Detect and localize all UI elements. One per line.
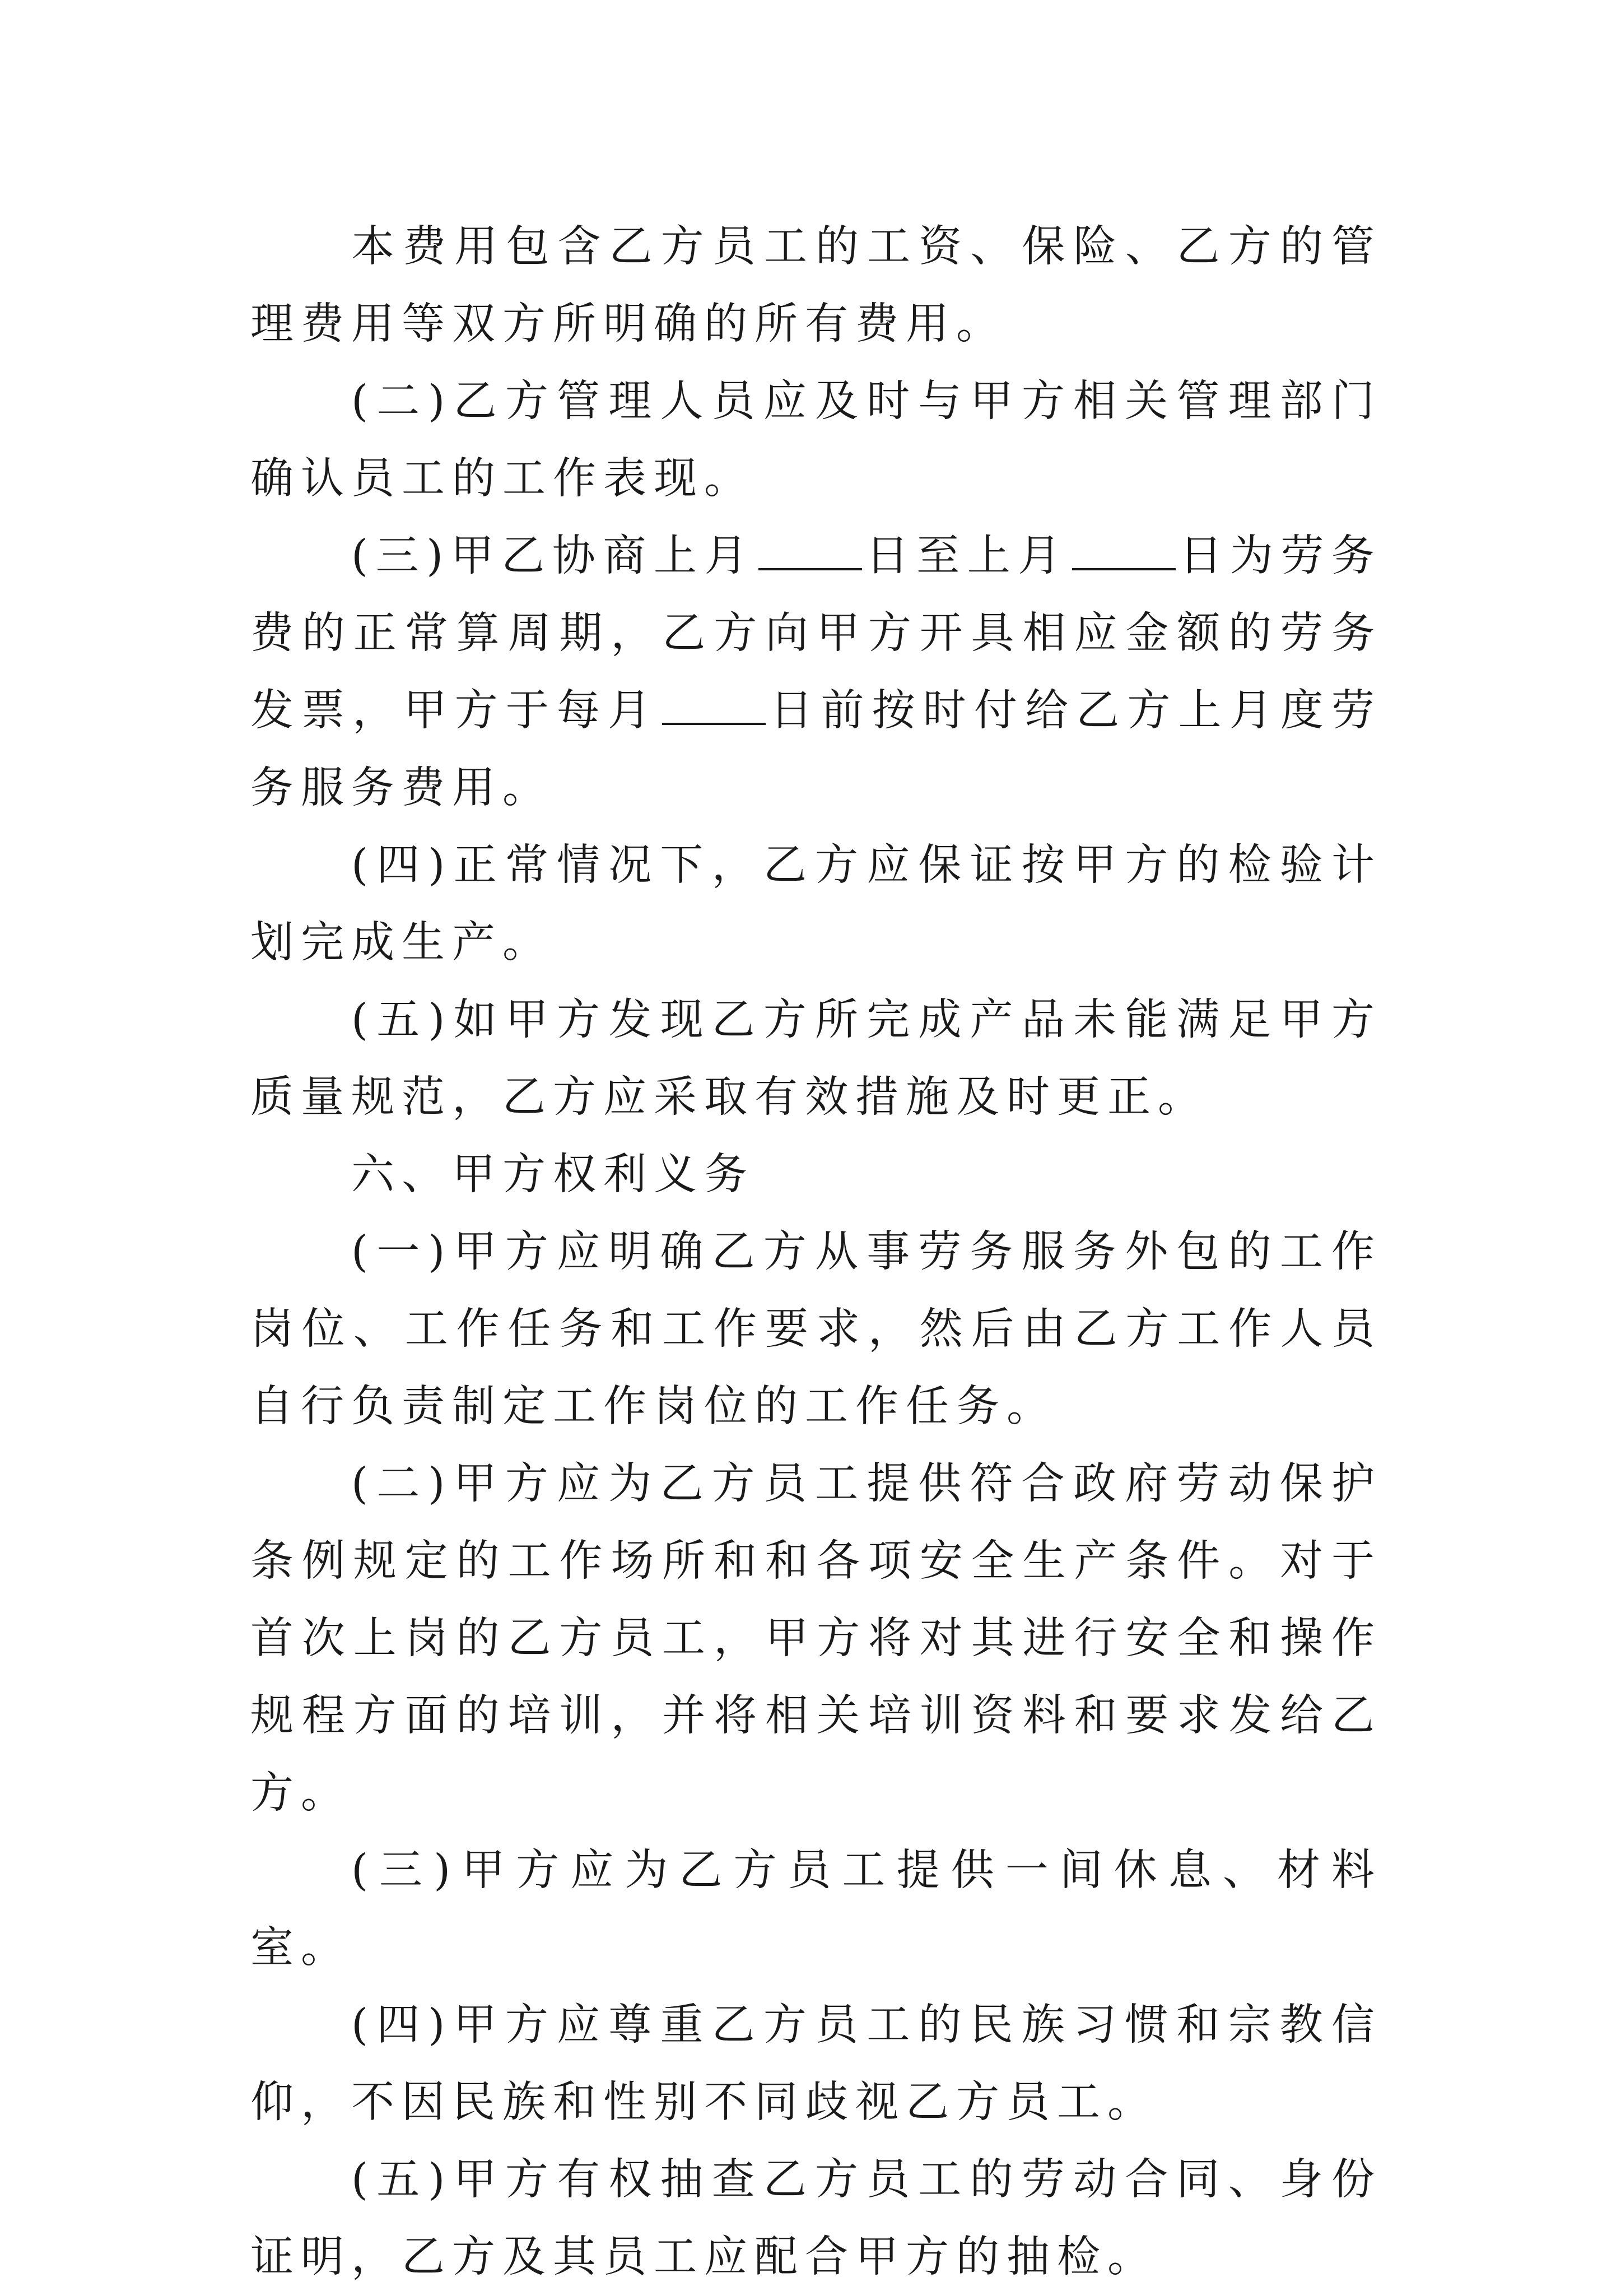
fill-in-blank-payment-day xyxy=(662,686,766,725)
paragraph-fee-scope xyxy=(250,208,1382,363)
paragraph-a-item-2-workplace xyxy=(250,1446,1382,1832)
paragraph-text: (三)甲方应为乙方员工提供一间休息、材料室。 xyxy=(250,1846,1382,1973)
paragraph-text: (二)甲方应为乙方员工提供符合政府劳动保护条例规定的工作场所和和各项安全生产条件。对于首次上岗的乙方员工，甲方将对其进行安全和操作规程方面的培训，并将相关培训资料和要求发给乙方。 xyxy=(250,1459,1382,1818)
paragraph-text: 日至上月 xyxy=(865,531,1069,581)
paragraph-text: 日为劳务费的正常算周期，乙方向甲方开具相应金额的劳务发票，甲方于每月 xyxy=(250,531,1382,736)
paragraph-a-item-1-positions xyxy=(250,1214,1382,1446)
section-heading-text: 六、甲方权利义务 xyxy=(351,1150,754,1200)
fill-in-blank-start-day xyxy=(758,531,862,570)
paragraph-a-item-4-respect xyxy=(250,1987,1382,2141)
paragraph-item-3-payment-cycle xyxy=(250,518,1382,827)
document-body xyxy=(250,208,1382,2296)
paragraph-text: (一)甲方应明确乙方从事劳务服务外包的工作岗位、工作任务和工作要求，然后由乙方工作人员自行负责制定工作岗位的工作任务。 xyxy=(250,1227,1382,1431)
paragraph-item-2-confirm-performance xyxy=(250,363,1382,518)
paragraph-text: (四)甲方应尊重乙方员工的民族习惯和宗教信仰，不因民族和性别不同歧视乙方员工。 xyxy=(250,2000,1382,2127)
paragraph-text: (三)甲乙协商上月 xyxy=(351,531,756,581)
paragraph-a-item-3-rest-room xyxy=(250,1832,1382,1987)
paragraph-text: (五)甲方有权抽查乙方员工的劳动合同、身份证明，乙方及其员工应配合甲方的抽检。 xyxy=(250,2155,1382,2282)
paragraph-item-4-production xyxy=(250,827,1382,982)
paragraph-text: (二)乙方管理人员应及时与甲方相关管理部门确认员工的工作表现。 xyxy=(250,377,1382,504)
paragraph-item-5-quality xyxy=(250,982,1382,1136)
paragraph-text: 本费用包含乙方员工的工资、保险、乙方的管理费用等双方所明确的所有费用。 xyxy=(250,222,1382,349)
paragraph-text: (五)如甲方发现乙方所完成产品未能满足甲方质量规范，乙方应采取有效措施及时更正。 xyxy=(250,995,1382,1122)
paragraph-text: (四)正常情况下，乙方应保证按甲方的检验计划完成生产。 xyxy=(250,840,1382,968)
paragraph-text: 日前按时付给乙方上月度劳务服务费用。 xyxy=(250,686,1382,813)
section-heading-party-a-rights xyxy=(250,1136,1382,1214)
fill-in-blank-end-day xyxy=(1072,531,1176,570)
paragraph-a-item-5-inspection xyxy=(250,2141,1382,2296)
